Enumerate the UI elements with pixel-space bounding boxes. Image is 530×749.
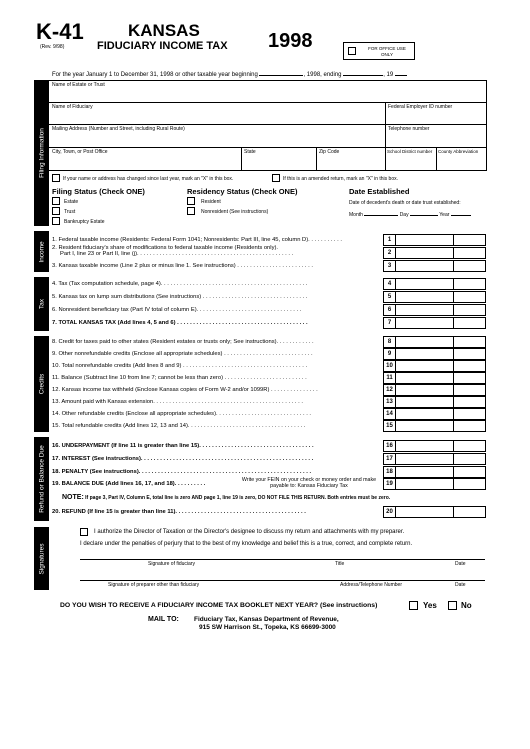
line-16-text: 16. UNDERPAYMENT (If line 11 is greater than line 15). . . . . . . . . . . . . . . . . . . . . . . . . . . . . . . . . . . . (52, 443, 314, 449)
booklet-yes-label: Yes (423, 601, 437, 610)
line-2-number: 2 (383, 247, 396, 259)
filing-status-trust-checkbox[interactable] (52, 207, 60, 215)
residency-status-title: Residency Status (Check ONE) (187, 187, 298, 196)
date-established-desc: Date of decedent's death or date trust established: (349, 200, 461, 206)
sidebar-income: Income (34, 231, 49, 272)
line-10-text: 10. Total nonrefundable credits (Add lines 8 and 9) . . . . . . . . . . . . . . . . . . . . . . . . . . . . . . . . . . . . . . . (52, 363, 308, 369)
line-9-text: 9. Other nonrefundable credits (Enclose all appropriate schedules) . . . . . . . . . . . . . . . . . . . . . . . . . . . . (52, 351, 313, 357)
title-label: Title (335, 561, 345, 567)
residency-resident-checkbox[interactable] (187, 197, 195, 205)
line-19-payment-note: Write your FEIN on your check or money order and make payable to: Kansas Fiduciary Tax (241, 477, 377, 489)
year-field[interactable] (451, 215, 471, 216)
line-6-text: 6. Nonresident beneficiary tax (Part IV total of column E). . . . . . . . . . . . . . . . . . . . . . . . . . . . . . . . . (52, 307, 302, 313)
filing-status-bankruptcy-checkbox[interactable] (52, 217, 60, 225)
booklet-no-checkbox[interactable] (448, 601, 457, 610)
address-changed-checkbox[interactable] (52, 174, 60, 182)
date-established-fields: Month Day Year (349, 212, 471, 218)
line-4-number: 4 (383, 278, 396, 290)
authorize-preparer-checkbox[interactable] (80, 528, 88, 536)
filing-status-title: Filing Status (Check ONE) (52, 187, 145, 196)
line-19-text: 19. BALANCE DUE (Add lines 16, 17, and 18). . . . . . . . . . (52, 481, 206, 487)
line-16-number: 16 (383, 440, 396, 452)
line-15-text: 15. Total refundable credits (Add lines 12, 13 and 14). . . . . . . . . . . . . . . . . . . . . . . . . . . . . . . . . . . . . (52, 423, 306, 429)
preparer-signature-field[interactable] (80, 569, 250, 580)
mailing-address-label: Mailing Address (Number and Street, including Rural Route) (52, 126, 185, 132)
filing-status-estate-checkbox[interactable] (52, 197, 60, 205)
day-field[interactable] (410, 215, 438, 216)
line-19-amount[interactable] (396, 478, 486, 490)
line-11-text: 11. Balance (Subtract line 10 from line 7; cannot be less than zero) . . . . . . . . . . . . . . . . . . . . . . . . . . (52, 375, 307, 381)
signature-preparer-label: Signature of preparer other than fiduciary (108, 582, 200, 588)
date-label: Date (455, 561, 466, 567)
form-revision: (Rev. 9/98) (40, 44, 65, 50)
date-established-title: Date Established (349, 187, 410, 196)
line-18-amount[interactable] (396, 466, 486, 478)
line-13-amount[interactable] (396, 396, 486, 408)
line-1-text: 1. Federal taxable income (Residents: Federal Form 1041; Nonresidents: Part III, line 45, column D). . . . . . . . . . . (52, 237, 342, 243)
line-7-number: 7 (383, 317, 396, 329)
sidebar-tax: Tax (34, 277, 49, 331)
line-15-amount[interactable] (396, 420, 486, 432)
amended-return-checkbox[interactable] (272, 174, 280, 182)
line-10-number: 10 (383, 360, 396, 372)
office-use-label: FOR OFFICE USE ONLY (368, 46, 406, 57)
line-17-amount[interactable] (396, 453, 486, 465)
name-estate-field[interactable] (50, 88, 486, 101)
line-18-number: 18 (383, 466, 396, 478)
line-12-number: 12 (383, 384, 396, 396)
line-1-number: 1 (383, 234, 396, 246)
line-19-number: 19 (383, 478, 396, 490)
line-14-amount[interactable] (396, 408, 486, 420)
tax-year: 1998 (268, 30, 313, 52)
state-name: KANSAS (128, 21, 200, 40)
telephone-field[interactable] (386, 132, 486, 146)
residency-nonresident-checkbox[interactable] (187, 207, 195, 215)
line-13-text: 13. Amount paid with Kansas extension. . . . . . . . . . . . . . . . . . . . . . . . . . . . . . . . . . . . . . . . . . . . . . . (52, 399, 303, 405)
tax-year-line (52, 72, 407, 79)
amended-return-text: If this is an amended return, mark an "X" in this box. (283, 176, 398, 182)
line-17-number: 17 (383, 453, 396, 465)
sidebar-filing-information: Filing Information (34, 80, 49, 226)
authorize-preparer-text: I authorize the Director of Taxation or the Director's designee to discuss my return and attachments with my preparer. (94, 529, 405, 535)
mailing-address-field[interactable] (50, 132, 384, 146)
line-20-text: 20. REFUND (If line 15 is greater than line 11). . . . . . . . . . . . . . . . . . . . . . . . . . . . . . . . . . . . . . . . . (52, 509, 306, 515)
form-title: FIDUCIARY INCOME TAX (97, 40, 228, 52)
office-use-box (343, 42, 415, 60)
line-7-text: 7. TOTAL KANSAS TAX (Add lines 4, 5 and 6) . . . . . . . . . . . . . . . . . . . . . . . . . . . . . . . . . . . . . . . . . (52, 320, 308, 326)
line-7-amount[interactable] (396, 317, 486, 329)
line-14-text: 14. Other refundable credits (Enclose all appropriate schedules). . . . . . . . . . . . . . . . . . . . . . . . . . . . . . (52, 411, 312, 417)
line-8-amount[interactable] (396, 336, 486, 348)
preparer-address-label: Address/Telephone Number (340, 582, 402, 588)
signature-fiduciary-label: Signature of fiduciary (148, 561, 195, 567)
line-11-amount[interactable] (396, 372, 486, 384)
line-2-amount[interactable] (396, 247, 486, 259)
line-16-amount[interactable] (396, 440, 486, 452)
preparer-date-field[interactable] (420, 569, 485, 580)
month-field[interactable] (364, 215, 398, 216)
line-10-amount[interactable] (396, 360, 486, 372)
line-20-amount[interactable] (396, 506, 486, 518)
fein-label: Federal Employer ID number (388, 104, 453, 110)
fiduciary-signature-field[interactable] (80, 548, 250, 559)
line-8-text: 8. Credit for taxes paid to other states (Resident estates or trusts only; See instructions). . . . . . . . . . . . (52, 339, 314, 345)
line-12-text: 12. Kansas income tax withheld (Enclose Kansas copies of Form W-2 and/or 1099R) . . . . . . . . . . . . . . . (52, 387, 318, 393)
tax-year-end: , 19 (383, 72, 394, 78)
residency-nonresident-label: Nonresident (See instructions) (201, 209, 269, 215)
mail-address-line-1: Fiduciary Tax, Kansas Department of Revenue, (194, 616, 339, 623)
line-2-text: 2. Resident fiduciary's share of modifications to federal taxable income (Residents only). (52, 245, 279, 251)
line-11-number: 11 (383, 372, 396, 384)
return-note (62, 495, 390, 501)
tax-year-mid: , 1998, ending (303, 72, 342, 78)
line-14-number: 14 (383, 408, 396, 420)
office-use-checkbox (348, 47, 356, 55)
note-label: NOTE: (62, 494, 84, 501)
name-fiduciary-label: Name of Fiduciary (52, 104, 93, 110)
fiduciary-title-field[interactable] (260, 548, 410, 559)
line-5-number: 5 (383, 291, 396, 303)
line-12-amount[interactable] (396, 384, 486, 396)
zip-label: Zip Code (319, 149, 340, 155)
mail-to-label: MAIL TO: (148, 616, 179, 623)
line-9-amount[interactable] (396, 348, 486, 360)
declaration-text: I declare under the penalties of perjury that to the best of my knowledge and belief this is a true, correct, and complete return. (80, 541, 413, 547)
sidebar-credits: Credits (34, 336, 49, 432)
line-13-number: 13 (383, 396, 396, 408)
line-3-text: 3. Kansas taxable income (Line 2 plus or minus line 1. See instructions) . . . . . . . . . . . . . . . . . . . . . . . . (52, 263, 313, 269)
filing-status-bankruptcy-label: Bankruptcy Estate (64, 219, 105, 225)
line-4-amount[interactable] (396, 278, 486, 290)
note-text: If page 3, Part IV, Column E, total line is zero AND page 1, line 19 is zero, DO NOT FILE THIS RETURN. Both entries must be zero. (85, 495, 391, 501)
line-8-number: 8 (383, 336, 396, 348)
filing-status-estate-label: Estate (64, 199, 79, 205)
county-label: County Abbreviation (438, 149, 479, 154)
form-number: K-41 (36, 19, 84, 44)
residency-resident-label: Resident (201, 199, 221, 205)
address-changed-text: If your name or address has changed since last year, mark an "X" in this box. (63, 176, 234, 182)
sidebar-signatures: Signatures (34, 527, 49, 590)
filing-status-trust-label: Trust (64, 209, 76, 215)
telephone-label: Telephone number (388, 126, 430, 132)
line-15-number: 15 (383, 420, 396, 432)
booklet-question: DO YOU WISH TO RECEIVE A FIDUCIARY INCOME TAX BOOKLET NEXT YEAR? (See instructions) (60, 602, 378, 609)
booklet-yes-checkbox[interactable] (409, 601, 418, 610)
state-label: State (244, 149, 256, 155)
line-6-amount[interactable] (396, 304, 486, 316)
line-2-text-cont: Part I, line 23 or Part II, line (j). . . . . . . . . . . . . . . . . . . . . . . . . . . . . . . . . . . . . . . . . . . . . . . . . (60, 251, 294, 257)
line-20-number: 20 (383, 506, 396, 518)
line-4-text: 4. Tax (Tax computation schedule, page 4). . . . . . . . . . . . . . . . . . . . . . . . . . . . . . . . . . . . . . . . . . . . . . (52, 281, 308, 287)
city-label: City, Town, or Post Office (52, 149, 108, 155)
line-3-amount[interactable] (396, 260, 486, 272)
name-fiduciary-field[interactable] (50, 110, 384, 123)
sidebar-refund-balance-due: Refund or Balance Due (34, 437, 49, 521)
school-district-label: School District number (387, 149, 433, 154)
line-6-number: 6 (383, 304, 396, 316)
line-5-amount[interactable] (396, 291, 486, 303)
line-9-number: 9 (383, 348, 396, 360)
tax-year-prefix: For the year January 1 to December 31, 1998 or other taxable year beginning (52, 72, 258, 78)
line-3-number: 3 (383, 260, 396, 272)
booklet-no-label: No (461, 601, 472, 610)
line-18-text: 18. PENALTY (See instructions). . . . . . . . . . . . . . . . . . . . . . . . . . . . . . . . . . . . . . . . . . . . . . . . . . . . . . (52, 469, 312, 475)
date-label-2: Date (455, 582, 466, 588)
line-17-text: 17. INTEREST (See instructions). . . . . . . . . . . . . . . . . . . . . . . . . . . . . . . . . . . . . . . . . . . . . . . . . . . . . . (52, 456, 314, 462)
fiduciary-date-field[interactable] (420, 548, 485, 559)
name-estate-label: Name of Estate or Trust (52, 82, 105, 88)
preparer-address-field[interactable] (260, 569, 410, 580)
line-5-text: 5. Kansas tax on lump sum distributions (See instructions) . . . . . . . . . . . . . . . . . . . . . . . . . . . . . . . . . (52, 294, 308, 300)
mail-address-line-2: 915 SW Harrison St., Topeka, KS 66699-3000 (199, 624, 336, 631)
fein-field[interactable] (386, 110, 486, 123)
line-1-amount[interactable] (396, 234, 486, 246)
